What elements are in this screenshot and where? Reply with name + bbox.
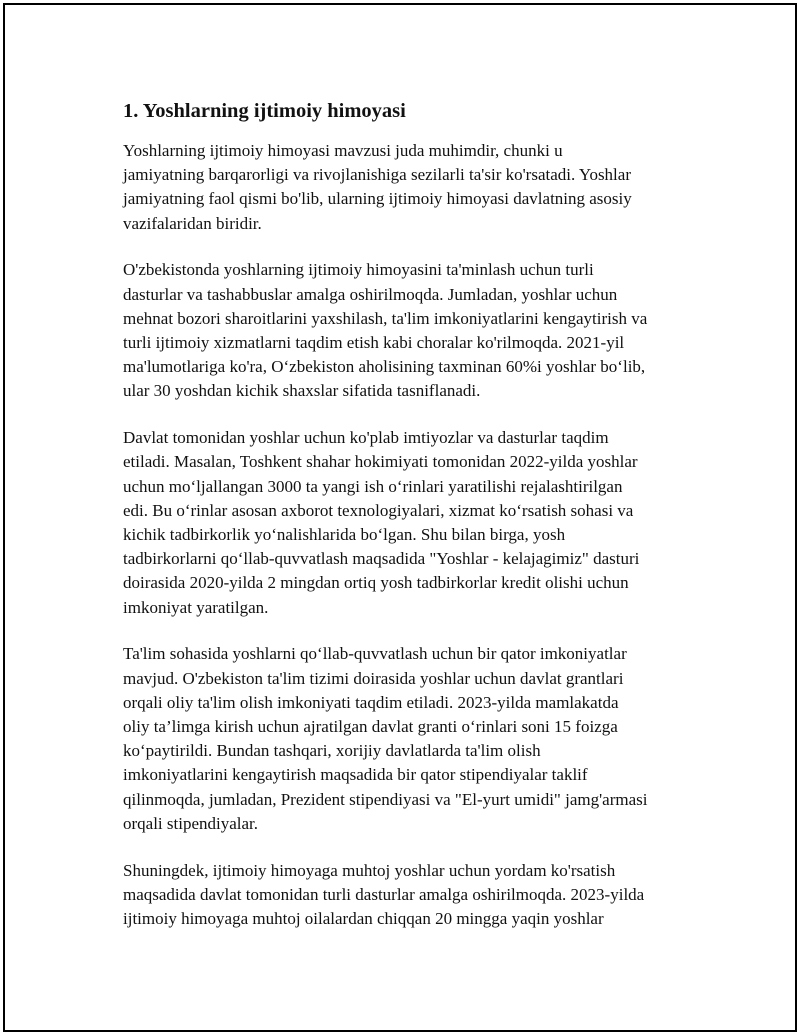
- paragraph-education: [123, 642, 701, 836]
- paragraph-line: ko‘paytirildi. Bundan tashqari, xorijiy davlatlarda ta'lim olish: [123, 741, 541, 761]
- paragraph-line: imkoniyat yaratilgan.: [123, 597, 269, 617]
- paragraph-line: Davlat tomonidan yoshlar uchun ko'plab imtiyozlar va dasturlar taqdim: [123, 428, 609, 448]
- paragraph-line: imkoniyatlarini kengaytirish maqsadida bir qator stipendiyalar taklif: [123, 765, 588, 785]
- paragraph-intro: [123, 139, 701, 236]
- paragraph-line: orqali oliy ta'lim olish imkoniyati taqdim etiladi. 2023-yilda mamlakatda: [123, 692, 619, 712]
- paragraph-line: vazifalaridan biridir.: [123, 213, 262, 233]
- paragraph-line: orqali stipendiyalar.: [123, 813, 259, 833]
- paragraph-programs: [123, 258, 701, 403]
- paragraph-line: ijtimoiy himoyaga muhtoj oilalardan chiqqan 20 mingga yaqin yoshlar: [123, 909, 604, 929]
- paragraph-line: tadbirkorlarni qo‘llab-quvvatlash maqsadida "Yoshlar - kelajagimiz" dasturi: [123, 549, 640, 569]
- paragraph-state-benefits: [123, 426, 701, 620]
- paragraph-line: O'zbekistonda yoshlarning ijtimoiy himoyasini ta'minlash uchun turli: [123, 260, 594, 280]
- paragraph-line: kichik tadbirkorlik yo‘nalishlarida bo‘lgan. Shu bilan birga, yosh: [123, 525, 566, 545]
- paragraph-line: doirasida 2020-yilda 2 mingdan ortiq yosh tadbirkorlar kredit olishi uchun: [123, 573, 629, 593]
- paragraph-line: maqsadida davlat tomonidan turli dasturlar amalga oshirilmoqda. 2023-yilda: [123, 884, 645, 904]
- paragraph-line: jamiyatning faol qismi bo'lib, ularning ijtimoiy himoyasi davlatning asosiy: [123, 189, 632, 209]
- paragraph-line: oliy ta’limga kirish uchun ajratilgan davlat granti o‘rinlari soni 15 foizga: [123, 717, 618, 737]
- paragraph-line: jamiyatning barqarorligi va rivojlanishiga sezilarli ta'sir ko'rsatadi. Yoshlar: [123, 165, 631, 185]
- paragraph-social-support: [123, 859, 701, 932]
- paragraph-line: etiladi. Masalan, Toshkent shahar hokimiyati tomonidan 2022-yilda yoshlar: [123, 452, 638, 472]
- paragraph-line: turli ijtimoiy xizmatlarni taqdim etish kabi choralar ko'rilmoqda. 2021-yil: [123, 333, 625, 353]
- paragraph-line: mehnat bozori sharoitlarini yaxshilash, ta'lim imkoniyatlarini kengaytirish va: [123, 308, 648, 328]
- document-body: [121, 97, 701, 954]
- paragraph-line: qilinmoqda, jumladan, Prezident stipendiyasi va "El-yurt umidi" jamg'armasi: [123, 789, 648, 809]
- paragraph-line: uchun mo‘ljallangan 3000 ta yangi ish o‘rinlari yaratilishi rejalashtirilgan: [123, 476, 623, 496]
- paragraph-line: Shuningdek, ijtimoiy himoyaga muhtoj yoshlar uchun yordam ko'rsatish: [123, 860, 616, 880]
- paragraph-line: ular 30 yoshdan kichik shaxslar sifatida tasniflanadi.: [123, 381, 481, 401]
- paragraph-line: dasturlar va tashabbuslar amalga oshirilmoqda. Jumladan, yoshlar uchun: [123, 284, 618, 304]
- paragraph-line: edi. Bu o‘rinlar asosan axborot texnologiyalari, xizmat ko‘rsatish sohasi va: [123, 500, 634, 520]
- paragraph-line: Ta'lim sohasida yoshlarni qo‘llab-quvvatlash uchun bir qator imkoniyatlar: [123, 644, 627, 664]
- paragraph-line: ma'lumotlariga ko'ra, O‘zbekiston aholisining taxminan 60%i yoshlar bo‘lib,: [123, 357, 646, 377]
- section-heading: 1. Yoshlarning ijtimoiy himoyasi: [123, 100, 406, 122]
- paragraph-line: mavjud. O'zbekiston ta'lim tizimi doirasida yoshlar uchun davlat grantlari: [123, 668, 624, 688]
- document-page: [3, 3, 797, 1032]
- paragraph-line: Yoshlarning ijtimoiy himoyasi mavzusi juda muhimdir, chunki u: [123, 141, 563, 160]
